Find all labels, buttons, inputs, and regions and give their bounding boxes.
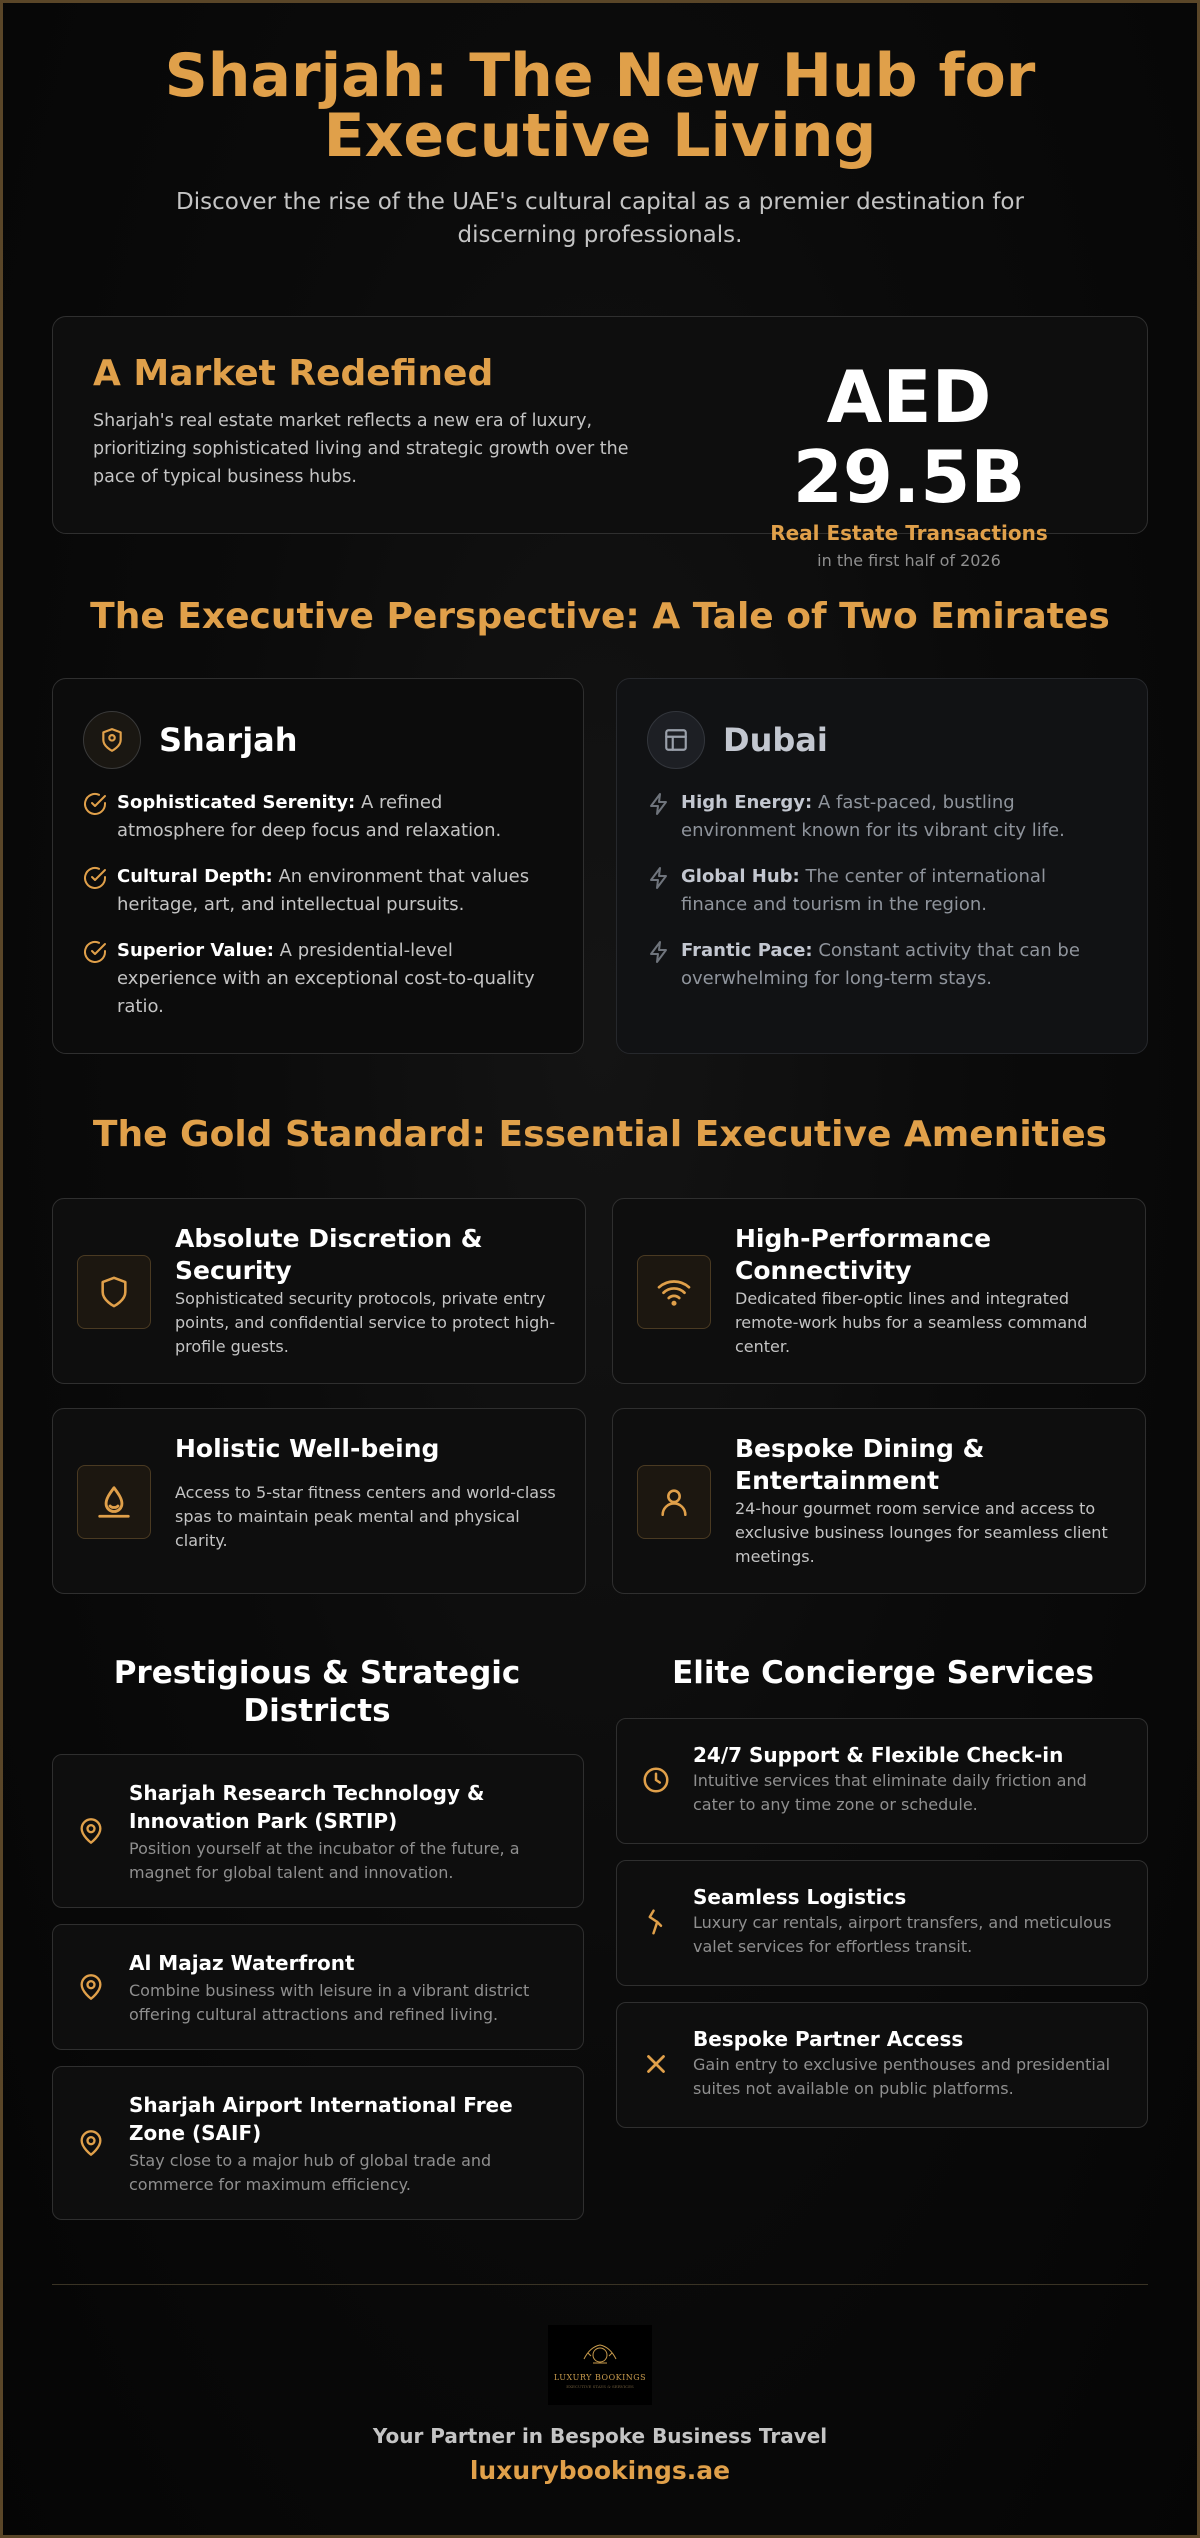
- page-subtitle: Discover the rise of the UAE's cultural capital as a premier destination for discerning professionals.: [176, 189, 1024, 248]
- list-item: [647, 789, 1117, 845]
- item-text: Constant activity that can be overwhelming for long-term stays.: [681, 940, 1080, 989]
- item-text: A presidential-level experience with an exceptional cost-to-quality ratio.: [117, 940, 535, 1017]
- bolt-icon: [647, 789, 675, 845]
- sharjah-name: Sharjah: [159, 721, 298, 759]
- logo-subtext: EXECUTIVE STAYS & SERVICES: [566, 2384, 634, 2389]
- district-card: [52, 2066, 584, 2220]
- amenity-title: High-Performance Connectivity: [735, 1224, 992, 1285]
- check-circle-icon: [83, 789, 111, 845]
- concierge-item-text: Intuitive services that eliminate daily friction and cater to any time zone or schedule.: [693, 1771, 1087, 1814]
- concierge-card: [616, 2002, 1148, 2128]
- amenity-text: Access to 5-star fitness centers and world-class spas to maintain peak mental and physical clarity.: [175, 1483, 556, 1550]
- crest-icon: [580, 2341, 620, 2371]
- item-term: Sophisticated Serenity:: [117, 792, 356, 813]
- item-term: Global Hub:: [681, 866, 800, 887]
- market-card: [52, 316, 1148, 570]
- item-text: The center of international finance and tourism in the region.: [681, 866, 1046, 915]
- amenities-title: The Gold Standard: Essential Executive Amenities: [92, 1114, 1108, 1155]
- districts-title: Prestigious & Strategic Districts: [113, 1655, 521, 1729]
- concierge-card: [616, 1860, 1148, 1986]
- amenity-text: 24-hour gourmet room service and access to exclusive business lounges for seamless client meetings.: [735, 1499, 1108, 1566]
- district-card: [52, 1924, 584, 2050]
- market-body: Sharjah's real estate market reflects a new era of luxury, prioritizing sophisticated living and strategic growth over the pace of typical business hubs.: [93, 411, 629, 487]
- bolt-icon: [647, 863, 675, 919]
- route-icon: [641, 1907, 671, 1941]
- item-term: Superior Value:: [117, 940, 274, 961]
- footer-url-link[interactable]: luxurybookings.ae: [469, 2456, 731, 2485]
- spa-icon: [77, 1465, 151, 1539]
- item-text: A refined atmosphere for deep focus and relaxation.: [117, 792, 502, 841]
- map-pin-icon: [77, 1815, 105, 1851]
- concierge-title: Elite Concierge Services: [672, 1655, 1094, 1691]
- district-text: Position yourself at the incubator of the future, a magnet for global talent and innovation.: [129, 1839, 520, 1882]
- footer-divider: [52, 2284, 1148, 2285]
- concierge-item-title: Seamless Logistics: [693, 1885, 907, 1909]
- amenity-title: Absolute Discretion & Security: [175, 1224, 483, 1285]
- sharjah-card: [52, 678, 584, 1054]
- amenity-card: [52, 1198, 586, 1384]
- amenity-card: [52, 1408, 586, 1594]
- stat-value: AED 29.5B: [792, 355, 1026, 519]
- page-title: Sharjah: The New Hub for Executive Living: [164, 41, 1036, 171]
- amenity-text: Sophisticated security protocols, private entry points, and confidential service to protect high-profile guests.: [175, 1289, 556, 1356]
- district-title: Sharjah Airport International Free Zone (SAIF): [129, 2093, 513, 2145]
- map-pin-icon: [77, 2127, 105, 2163]
- list-item: [83, 937, 553, 1021]
- close-x-icon: [641, 2049, 671, 2083]
- concierge-item-title: Bespoke Partner Access: [693, 2027, 964, 2051]
- clock-icon: [641, 1765, 671, 1799]
- layout-icon: [647, 711, 705, 769]
- check-circle-icon: [83, 863, 111, 919]
- amenity-card: [612, 1408, 1146, 1594]
- dubai-card: [616, 678, 1148, 1054]
- amenity-title: Holistic Well-being: [175, 1434, 440, 1463]
- amenity-title: Bespoke Dining & Entertainment: [735, 1434, 985, 1495]
- stat-label: Real Estate Transactions: [770, 521, 1048, 545]
- map-pin-icon: [77, 1971, 105, 2007]
- amenity-card: [612, 1198, 1146, 1384]
- item-term: High Energy:: [681, 792, 813, 813]
- district-text: Stay close to a major hub of global trade and commerce for maximum efficiency.: [129, 2151, 492, 2194]
- district-card: [52, 1754, 584, 1908]
- district-title: Al Majaz Waterfront: [129, 1951, 355, 1975]
- amenity-text: Dedicated fiber-optic lines and integrated remote-work hubs for a seamless command center.: [735, 1289, 1088, 1356]
- stat-sub: in the first half of 2026: [817, 551, 1001, 570]
- list-item: [83, 863, 553, 919]
- market-stat: [709, 357, 1109, 570]
- list-item: [647, 937, 1117, 993]
- shield-pin-icon: [83, 711, 141, 769]
- list-item: [647, 863, 1117, 919]
- user-icon: [637, 1465, 711, 1539]
- perspective-title: The Executive Perspective: A Tale of Two Emirates: [90, 596, 1110, 637]
- brand-logo[interactable]: [548, 2325, 652, 2405]
- wifi-icon: [637, 1255, 711, 1329]
- footer-tagline: Your Partner in Bespoke Business Travel: [372, 2424, 828, 2448]
- concierge-item-text: Gain entry to exclusive penthouses and presidential suites not available on public platforms.: [693, 2055, 1111, 2098]
- dubai-name: Dubai: [723, 721, 828, 759]
- shield-icon: [77, 1255, 151, 1329]
- item-text: An environment that values heritage, art, and intellectual pursuits.: [117, 866, 530, 915]
- concierge-card: [616, 1718, 1148, 1844]
- item-term: Cultural Depth:: [117, 866, 273, 887]
- item-term: Frantic Pace:: [681, 940, 813, 961]
- logo-text: LUXURY BOOKINGS: [553, 2373, 647, 2382]
- item-text: A fast-paced, bustling environment known for its vibrant city life.: [681, 792, 1065, 841]
- market-title: A Market Redefined: [93, 353, 494, 394]
- district-title: Sharjah Research Technology & Innovation Park (SRTIP): [129, 1781, 485, 1833]
- list-item: [83, 789, 553, 845]
- district-text: Combine business with leisure in a vibrant district offering cultural attractions and refined living.: [129, 1981, 530, 2024]
- concierge-item-text: Luxury car rentals, airport transfers, and meticulous valet services for effortless transit.: [693, 1913, 1112, 1956]
- concierge-item-title: 24/7 Support & Flexible Check-in: [693, 1743, 1064, 1767]
- bolt-icon: [647, 937, 675, 993]
- check-circle-icon: [83, 937, 111, 1021]
